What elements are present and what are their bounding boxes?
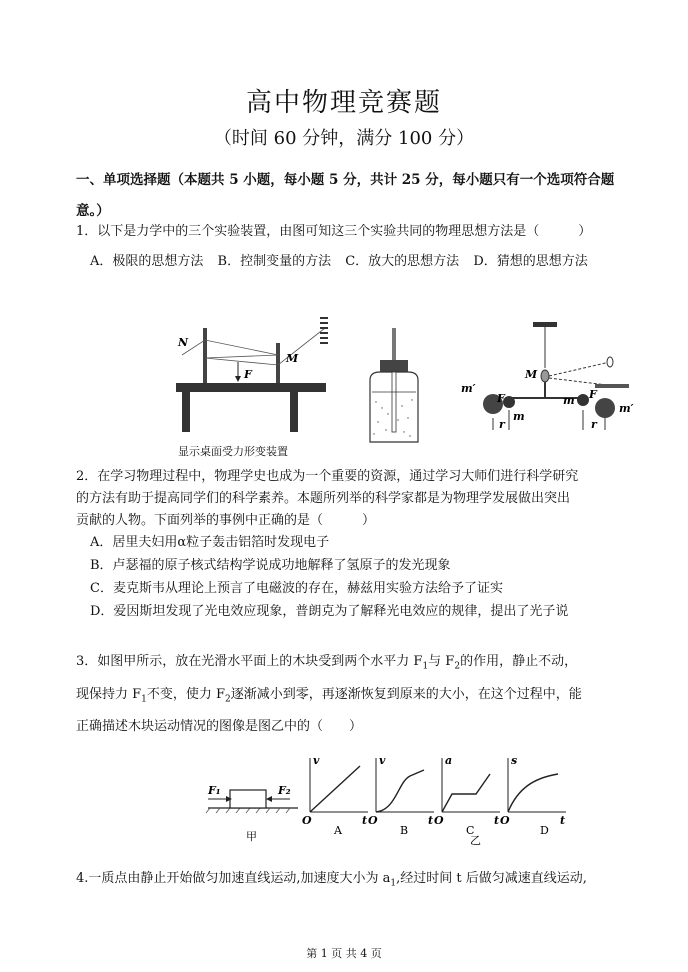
svg-text:t: t: [428, 814, 434, 827]
torsion-balance-figure: [455, 318, 640, 448]
svg-text:v: v: [313, 754, 320, 767]
question-3-line2: 现保持力 $F_1$不变，使力 $F_2$逐渐减小到零，再逐渐恢复到原来的大小，在这个过程中，能: [76, 686, 582, 705]
label-f-right: F: [589, 388, 597, 401]
question-1-stem: 1．以下是力学中的三个实验装置，由图可知这三个实验共同的物理思想方法是（ ）: [76, 224, 592, 239]
question-3-line1: 3．如图甲所示，放在光滑水平面上的木块受到两个水平力 $F_1$与 $F_2$的作用，静止不动，: [76, 654, 578, 672]
question-2-option-a: A．居里夫妇用α粒子轰击铝箔时发现电子: [90, 535, 330, 550]
svg-text:v: v: [379, 754, 386, 767]
section-heading-line1: 一、单项选择题（本题共 5 小题，每小题 5 分，共计 25 分，每小题只有一个选项符合题: [76, 172, 615, 188]
label-r-left: r: [499, 418, 505, 431]
label-jia: 甲: [246, 830, 257, 843]
label-yi: 乙: [470, 834, 481, 847]
section-heading: [76, 165, 636, 227]
question-2-stem-line1: 2．在学习物理过程中，物理学史也成为一个重要的资源，通过学习大师们进行科学研究: [76, 469, 579, 484]
svg-text:a: a: [445, 754, 453, 767]
label-f-left: F: [497, 392, 505, 405]
svg-text:t: t: [560, 814, 566, 827]
svg-text:C: C: [466, 824, 475, 837]
question-1-option-a: A．极限的思想方法: [90, 254, 204, 269]
label-m-prime-left: m′: [461, 382, 476, 395]
page-footer: 第 1 页 共 4 页: [306, 947, 382, 960]
svg-text:D: D: [540, 824, 549, 837]
label-r-right: r: [591, 418, 597, 431]
graph-d: [500, 754, 566, 837]
figure-caption: 显示桌面受力形变装置: [178, 445, 288, 458]
svg-text:A: A: [334, 824, 342, 837]
question-2-option-d: D．爱因斯坦发现了光电效应现象，普朗克为了解释光电效应的规律，提出了光子说: [90, 604, 569, 619]
svg-text:O: O: [302, 814, 312, 827]
question-2-stem-line2: 的方法有助于提高同学们的科学素养。本题所列举的科学家都是为物理学发展做出突出: [76, 491, 571, 506]
svg-text:O: O: [434, 814, 444, 827]
question-1-option-c: C．放大的思想方法: [345, 254, 460, 269]
label-f1: F₁: [208, 784, 221, 797]
label-m-right: m: [563, 394, 575, 407]
label-big-m: M: [525, 368, 538, 381]
label-m-left: m: [513, 410, 525, 423]
label-f: F: [244, 368, 252, 381]
question-2-option-c: C．麦克斯韦从理论上预言了电磁波的存在，赫兹用实验方法给予了证实: [90, 581, 503, 596]
page-subtitle: （时间 60 分钟，满分 100 分）: [213, 128, 475, 149]
question-2-options: [90, 531, 650, 623]
label-n: N: [178, 336, 189, 349]
svg-text:t: t: [494, 814, 500, 827]
label-f2: F₂: [278, 784, 291, 797]
question-4-line: 4.一质点由静止开始做匀加速直线运动,加速度大小为 $a_1$,经过时间 t 后做匀减速直线运动,: [76, 871, 587, 889]
page-title: 高中物理竞赛题: [245, 88, 442, 118]
label-m-prime-right: m′: [619, 402, 634, 415]
question-2: [76, 466, 636, 532]
graph-a: [302, 754, 368, 837]
svg-text:O: O: [500, 814, 510, 827]
question-3: [76, 648, 636, 741]
label-m: M: [286, 352, 299, 365]
svg-text:O: O: [368, 814, 378, 827]
desk-deformation-figure: [170, 310, 350, 450]
svg-text:t: t: [362, 814, 368, 827]
question-3-figure: [198, 752, 578, 848]
svg-text:B: B: [400, 824, 409, 837]
question-1-options: [90, 250, 598, 269]
question-2-option-b: B．卢瑟福的原子核式结构学说成功地解释了氢原子的发光现象: [90, 558, 451, 573]
bottle-figure: [358, 322, 434, 448]
question-1-option-d: D．猜想的思想方法: [473, 254, 588, 269]
section-heading-line2: 意。）: [76, 203, 110, 219]
svg-text:s: s: [511, 754, 518, 767]
question-3-line3: 正确描述木块运动情况的图像是图乙中的（ ）: [76, 719, 363, 735]
question-1-option-b: B．控制变量的方法: [217, 254, 332, 269]
graph-c: [434, 754, 500, 837]
graph-b: [368, 754, 434, 837]
question-2-stem-line3: 贡献的人物。下面列举的事例中正确的是（ ）: [76, 513, 376, 528]
